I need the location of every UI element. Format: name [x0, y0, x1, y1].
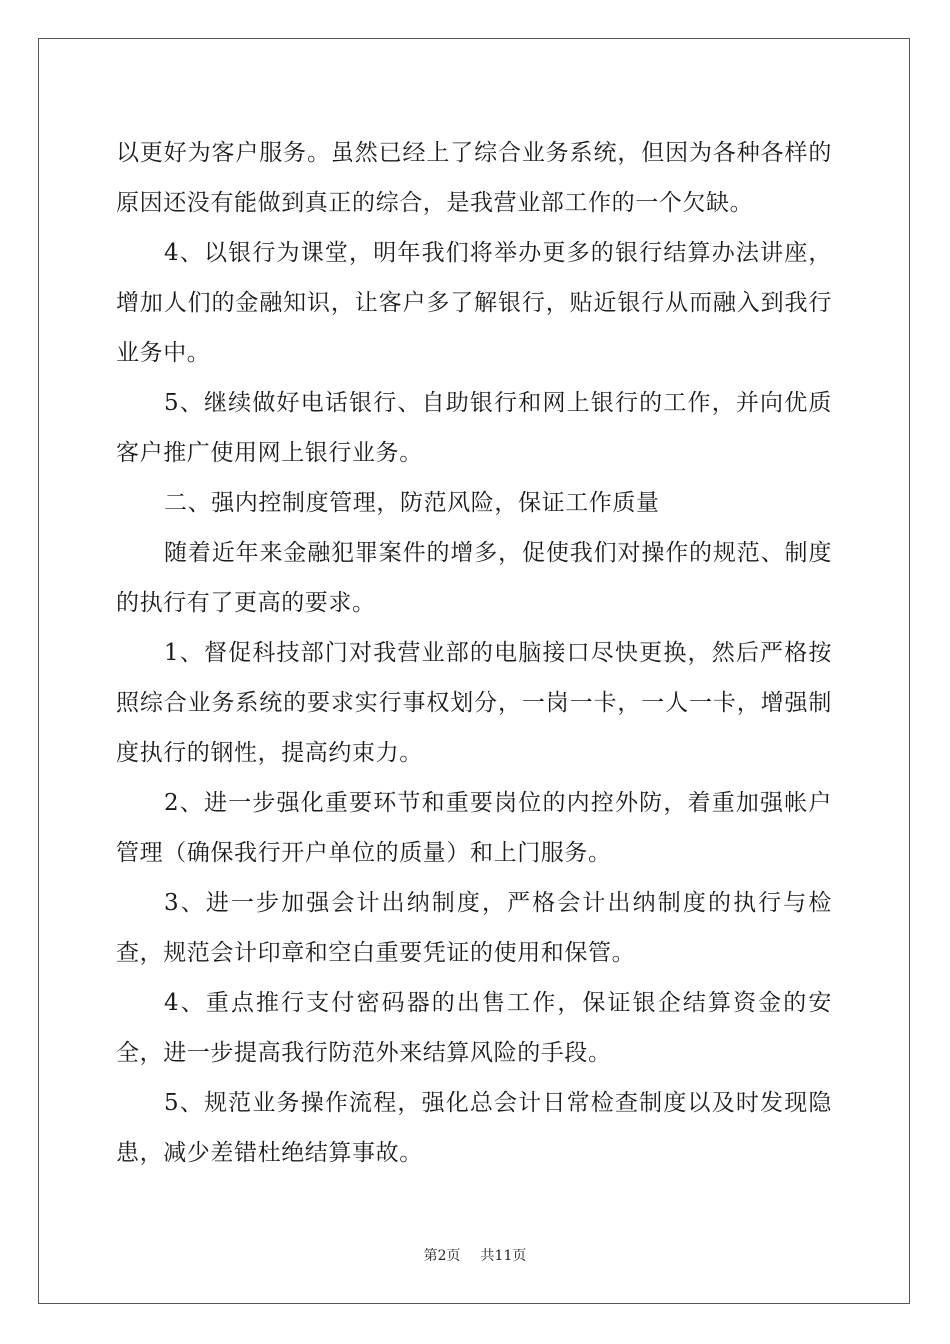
page-footer: [0, 1245, 950, 1265]
paragraph: 5、规范业务操作流程，强化总会计日常检查制度以及时发现隐患，减少差错杜绝结算事故。: [116, 1090, 832, 1166]
paragraph: 2、进一步强化重要环节和重要岗位的内控外防，着重加强帐户管理（确保我行开户单位的质量）和上门服务。: [116, 790, 832, 866]
paragraph: 随着近年来金融犯罪案件的增多，促使我们对操作的规范、制度的执行有了更高的要求。: [116, 540, 832, 616]
paragraph: 4、重点推行支付密码器的出售工作，保证银企结算资金的安全，进一步提高我行防范外来结算风险的手段。: [116, 990, 832, 1066]
document-body: [116, 128, 832, 1178]
paragraph: 4、以银行为课堂，明年我们将举办更多的银行结算办法讲座，增加人们的金融知识，让客户多了解银行，贴近银行从而融入到我行业务中。: [116, 240, 832, 366]
page-total: 共11页: [480, 1248, 527, 1264]
section-heading: 二、强内控制度管理，防范风险，保证工作质量: [164, 490, 660, 516]
paragraph: 3、进一步加强会计出纳制度，严格会计出纳制度的执行与检查，规范会计印章和空白重要凭证的使用和保管。: [116, 890, 832, 966]
paragraph: 1、督促科技部门对我营业部的电脑接口尽快更换，然后严格按照综合业务系统的要求实行事权划分，一岗一卡，一人一卡，增强制度执行的钢性，提高约束力。: [116, 640, 832, 766]
page-number: 第2页: [423, 1248, 461, 1264]
paragraph: 以更好为客户服务。虽然已经上了综合业务系统，但因为各种各样的原因还没有能做到真正的综合，是我营业部工作的一个欠缺。: [116, 140, 832, 216]
paragraph: 5、继续做好电话银行、自助银行和网上银行的工作，并向优质客户推广使用网上银行业务。: [116, 390, 832, 466]
